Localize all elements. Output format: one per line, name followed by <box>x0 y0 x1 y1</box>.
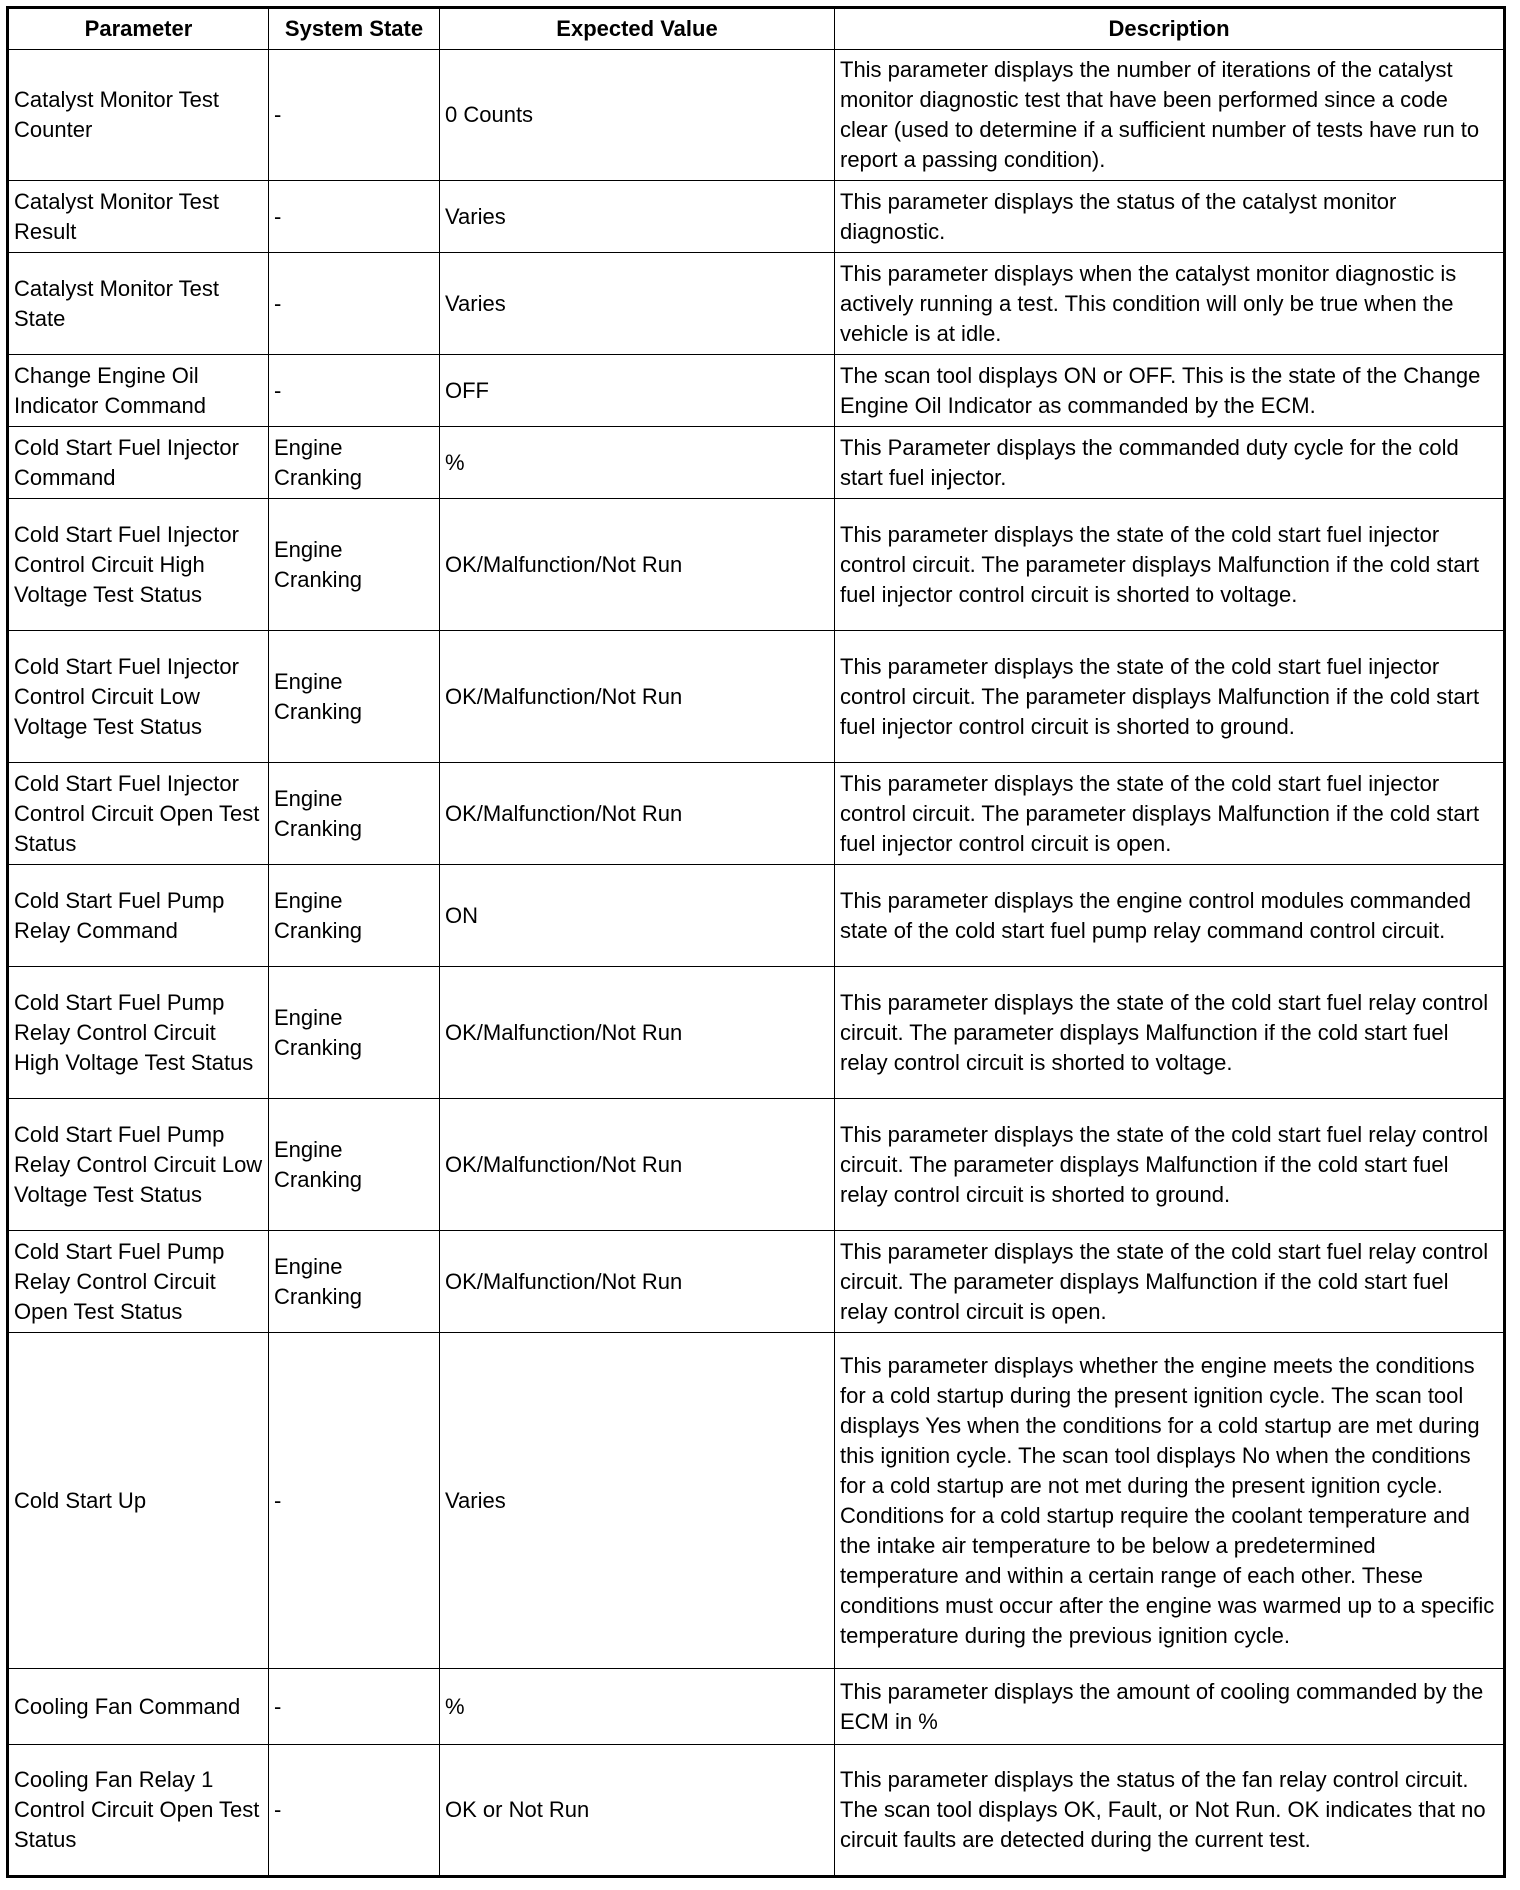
table-row <box>8 253 1505 355</box>
description-cell: This parameter displays the state of the cold start fuel relay control circuit. The parameter displays Malfunction if the cold start fuel relay control circuit is shorted to voltage. <box>835 967 1505 1099</box>
header-description: Description <box>835 8 1505 50</box>
parameter-cell: Catalyst Monitor Test Result <box>8 181 269 253</box>
description-cell: This parameter displays the state of the cold start fuel relay control circuit. The parameter displays Malfunction if the cold start fuel relay control circuit is shorted to ground. <box>835 1099 1505 1231</box>
parameter-cell: Catalyst Monitor Test Counter <box>8 50 269 181</box>
description-cell: This parameter displays the engine control modules commanded state of the cold start fuel pump relay command control circuit. <box>835 865 1505 967</box>
parameter-cell: Cold Start Fuel Pump Relay Control Circuit Open Test Status <box>8 1231 269 1333</box>
parameter-cell: Cold Start Fuel Injector Control Circuit Open Test Status <box>8 763 269 865</box>
expected-value-cell: OK/Malfunction/Not Run <box>440 967 835 1099</box>
description-cell: This Parameter displays the commanded duty cycle for the cold start fuel injector. <box>835 427 1505 499</box>
header-parameter: Parameter <box>8 8 269 50</box>
system-state-cell: Engine Cranking <box>269 1099 440 1231</box>
system-state-cell: Engine Cranking <box>269 967 440 1099</box>
parameter-cell: Catalyst Monitor Test State <box>8 253 269 355</box>
parameter-cell: Cold Start Fuel Pump Relay Command <box>8 865 269 967</box>
table-row <box>8 499 1505 631</box>
table-row <box>8 1099 1505 1231</box>
description-cell: This parameter displays the status of the catalyst monitor diagnostic. <box>835 181 1505 253</box>
system-state-cell: - <box>269 1745 440 1877</box>
parameter-cell: Cold Start Up <box>8 1333 269 1669</box>
description-cell: This parameter displays the amount of cooling commanded by the ECM in % <box>835 1669 1505 1745</box>
system-state-cell: Engine Cranking <box>269 865 440 967</box>
description-cell: This parameter displays the state of the cold start fuel injector control circuit. The parameter displays Malfunction if the cold start fuel injector control circuit is open. <box>835 763 1505 865</box>
description-cell: This parameter displays whether the engine meets the conditions for a cold startup during the present ignition cycle. The scan tool displays Yes when the conditions for a cold startup are met during this ignition cycle. The scan tool displays No when the conditions for a cold startup are not met during the present ignition cycle. Conditions for a cold startup require the coolant temperature and the intake air temperature to be below a predetermined temperature and within a certain range of each other. These conditions must occur after the engine was warmed up to a specific temperature during the previous ignition cycle. <box>835 1333 1505 1669</box>
table-row <box>8 865 1505 967</box>
description-cell: This parameter displays the state of the cold start fuel injector control circuit. The parameter displays Malfunction if the cold start fuel injector control circuit is shorted to voltage. <box>835 499 1505 631</box>
parameter-table <box>6 6 1506 1878</box>
expected-value-cell: OFF <box>440 355 835 427</box>
table-row <box>8 181 1505 253</box>
header-row <box>8 8 1505 50</box>
header-expected-value: Expected Value <box>440 8 835 50</box>
system-state-cell: Engine Cranking <box>269 631 440 763</box>
system-state-cell: - <box>269 181 440 253</box>
expected-value-cell: OK/Malfunction/Not Run <box>440 1099 835 1231</box>
expected-value-cell: OK/Malfunction/Not Run <box>440 499 835 631</box>
system-state-cell: Engine Cranking <box>269 1231 440 1333</box>
expected-value-cell: ON <box>440 865 835 967</box>
expected-value-cell: 0 Counts <box>440 50 835 181</box>
system-state-cell: Engine Cranking <box>269 763 440 865</box>
system-state-cell: - <box>269 1333 440 1669</box>
parameter-cell: Cold Start Fuel Injector Command <box>8 427 269 499</box>
table-row <box>8 763 1505 865</box>
expected-value-cell: % <box>440 1669 835 1745</box>
expected-value-cell: OK/Malfunction/Not Run <box>440 631 835 763</box>
expected-value-cell: Varies <box>440 1333 835 1669</box>
table-row <box>8 967 1505 1099</box>
description-cell: This parameter displays the number of iterations of the catalyst monitor diagnostic test that have been performed since a code clear (used to determine if a sufficient number of tests have run to report a passing condition). <box>835 50 1505 181</box>
parameter-cell: Change Engine Oil Indicator Command <box>8 355 269 427</box>
expected-value-cell: % <box>440 427 835 499</box>
expected-value-cell: OK or Not Run <box>440 1745 835 1877</box>
parameter-cell: Cooling Fan Command <box>8 1669 269 1745</box>
parameter-cell: Cooling Fan Relay 1 Control Circuit Open Test Status <box>8 1745 269 1877</box>
description-cell: This parameter displays the state of the cold start fuel injector control circuit. The parameter displays Malfunction if the cold start fuel injector control circuit is shorted to ground. <box>835 631 1505 763</box>
description-cell: The scan tool displays ON or OFF. This is the state of the Change Engine Oil Indicator as commanded by the ECM. <box>835 355 1505 427</box>
system-state-cell: - <box>269 1669 440 1745</box>
table-row <box>8 1745 1505 1877</box>
parameter-cell: Cold Start Fuel Pump Relay Control Circuit Low Voltage Test Status <box>8 1099 269 1231</box>
system-state-cell: - <box>269 355 440 427</box>
table-row <box>8 1231 1505 1333</box>
parameter-cell: Cold Start Fuel Injector Control Circuit High Voltage Test Status <box>8 499 269 631</box>
table-row <box>8 1669 1505 1745</box>
expected-value-cell: OK/Malfunction/Not Run <box>440 1231 835 1333</box>
table-row <box>8 631 1505 763</box>
system-state-cell: Engine Cranking <box>269 427 440 499</box>
system-state-cell: - <box>269 253 440 355</box>
table-row <box>8 50 1505 181</box>
parameter-cell: Cold Start Fuel Pump Relay Control Circuit High Voltage Test Status <box>8 967 269 1099</box>
table-row <box>8 355 1505 427</box>
expected-value-cell: OK/Malfunction/Not Run <box>440 763 835 865</box>
table-row <box>8 1333 1505 1669</box>
description-cell: This parameter displays the state of the cold start fuel relay control circuit. The parameter displays Malfunction if the cold start fuel relay control circuit is open. <box>835 1231 1505 1333</box>
header-system-state: System State <box>269 8 440 50</box>
description-cell: This parameter displays the status of the fan relay control circuit. The scan tool displays OK, Fault, or Not Run. OK indicates that no circuit faults are detected during the current test. <box>835 1745 1505 1877</box>
table-row <box>8 427 1505 499</box>
expected-value-cell: Varies <box>440 181 835 253</box>
expected-value-cell: Varies <box>440 253 835 355</box>
description-cell: This parameter displays when the catalyst monitor diagnostic is actively running a test. This condition will only be true when the vehicle is at idle. <box>835 253 1505 355</box>
system-state-cell: - <box>269 50 440 181</box>
system-state-cell: Engine Cranking <box>269 499 440 631</box>
parameter-cell: Cold Start Fuel Injector Control Circuit Low Voltage Test Status <box>8 631 269 763</box>
